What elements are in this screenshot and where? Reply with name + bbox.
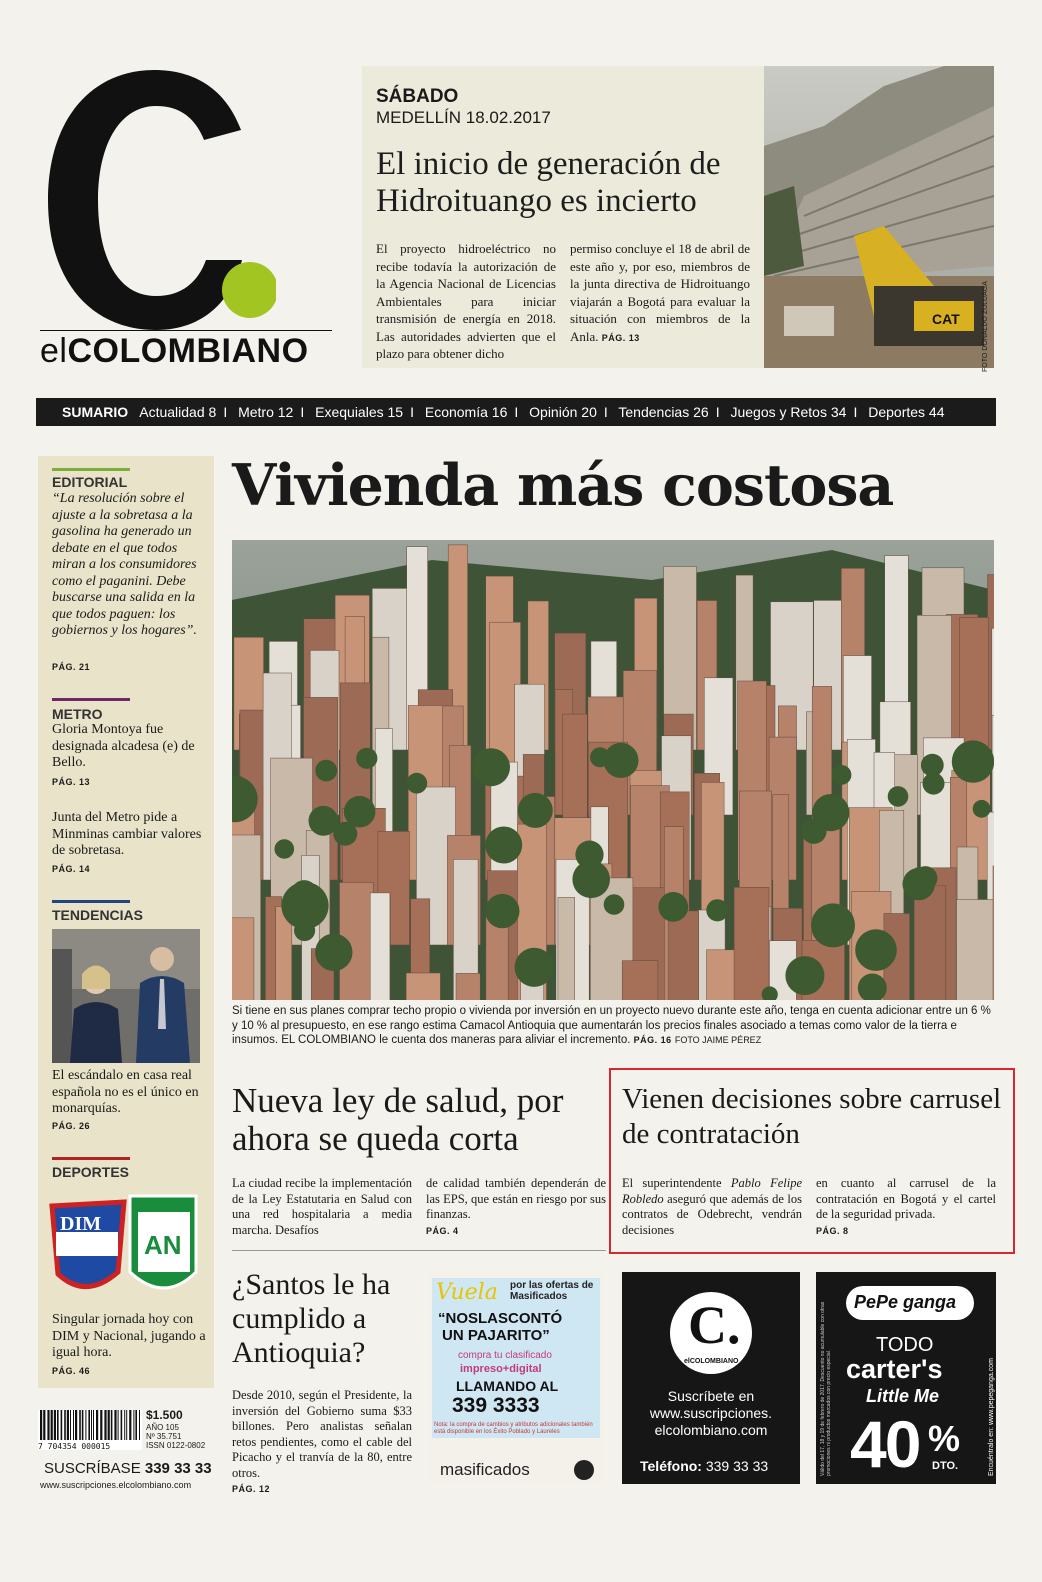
- ad-brand: masificados: [440, 1460, 530, 1479]
- top-photo-credit: FOTO DONALDO ZULUAGA: [982, 281, 989, 372]
- ad-tagline: por las ofertas de Masificados: [510, 1280, 594, 1302]
- logo-rule: [40, 330, 332, 331]
- ad-pepe-line3: Little Me: [866, 1386, 940, 1406]
- building: [622, 961, 658, 1000]
- svg-text:DIM: DIM: [60, 1213, 102, 1235]
- top-story-page: PÁG. 13: [601, 332, 640, 343]
- logo-c-mark: [36, 60, 276, 330]
- edition-day: SÁBADO: [376, 86, 459, 107]
- edition-date: MEDELLÍN 18.02.2017: [376, 108, 551, 127]
- santos-headline[interactable]: ¿Santos le ha cumplido a Antioquia?: [232, 1268, 391, 1369]
- barcode-bar: [93, 1410, 94, 1440]
- logo-green-dot: [222, 262, 276, 318]
- pepeganga-brand: PePe ganga: [854, 1292, 957, 1312]
- tree: [356, 748, 377, 769]
- ad-pepeganga[interactable]: [816, 1272, 996, 1484]
- barcode-bar: [47, 1410, 49, 1440]
- barcode-bar: [100, 1410, 102, 1440]
- barcode-bar: [70, 1410, 71, 1440]
- tree: [604, 894, 625, 915]
- ad-phone[interactable]: 339 3333: [452, 1394, 540, 1417]
- barcode: [38, 1410, 142, 1450]
- tree: [706, 899, 728, 921]
- tree: [811, 903, 855, 947]
- sumario-item[interactable]: Metro 12: [238, 404, 294, 420]
- ad-pepe-line2: carter's: [846, 1354, 943, 1384]
- tree: [309, 806, 339, 836]
- ad-pepe-dto: DTO.: [932, 1460, 959, 1472]
- main-story-caption: Si tiene en sus planes comprar techo propio o vivienda por inversión en un proyecto nuevo durante este año, tenga en cuenta adicionar entre un 6 % y 10 % al presupuesto, en ese rango estima Camacol Antioquia que aumentarán los precios finales asociado a temas como valor de la tierra e insumos. EL COLOMBIANO le cuenta dos maneras para aliviar el incremento. PÁG. 16 FOTO JAIME PÉREZ: [232, 1005, 991, 1046]
- tree: [785, 956, 824, 995]
- top-story-headline[interactable]: El inicio de generación de Hidroituango es incierto: [376, 146, 721, 219]
- building: [993, 866, 994, 1000]
- editorial-quote: “La resolución sobre el ajuste a la sobretasa a la gasolina ha generado un debate en el que todos miran a los consumidores como el paganini. Debe buscarse una salida en la que todos paguen: los gobiernos y los hogares”.: [52, 491, 197, 638]
- main-story-photo: [232, 540, 994, 1000]
- metro-page-2: PÁG. 14: [52, 864, 91, 874]
- tree: [973, 800, 991, 818]
- barcode-bar: [129, 1410, 131, 1440]
- barcode-bar: [82, 1410, 84, 1440]
- carrusel-headline[interactable]: Vienen decisiones sobre carrusel de contratación: [622, 1083, 1002, 1150]
- carrusel-col2: en cuanto al carrusel de la contratación en Bogotá y el cartel de la seguridad privada. PÁG. 8: [816, 1176, 996, 1236]
- sidebar-section-tendencias[interactable]: TENDENCIAS: [52, 907, 144, 923]
- building: [406, 973, 440, 1000]
- barcode-bar: [121, 1410, 123, 1440]
- tree: [572, 861, 610, 899]
- tree: [903, 868, 935, 900]
- tree: [590, 747, 610, 767]
- football-crests: [46, 1192, 202, 1304]
- sumario-item[interactable]: Deportes 44: [868, 404, 945, 420]
- sidebar-section-metro[interactable]: METRO: [52, 706, 103, 722]
- top-story-col1: El proyecto hidroeléctrico no recibe todavía la autorización de la Agencia Nacional de Licencias Ambientales para iniciar transmisión de energía en 2018. Las autoridades advierten que el plazo para obtener dicho: [376, 241, 556, 361]
- tree: [344, 796, 376, 828]
- sumario-label: SUMARIO: [62, 404, 129, 420]
- ad-logo-name: elCOLOMBIANO: [684, 1358, 739, 1365]
- tree: [472, 748, 510, 786]
- barcode-bar: [118, 1410, 119, 1440]
- barcode-bar: [135, 1410, 137, 1440]
- ad-masificados[interactable]: [428, 1272, 604, 1484]
- tree: [406, 773, 427, 794]
- barcode-bar: [88, 1410, 90, 1440]
- barcode-bar: [67, 1410, 69, 1440]
- main-story-page: PÁG. 16: [633, 1035, 672, 1045]
- carrusel-person-name: Pablo Felipe Robledo: [622, 1176, 802, 1206]
- building: [957, 900, 995, 1001]
- barcode-bar: [108, 1410, 110, 1440]
- tree: [515, 948, 554, 987]
- building: [456, 973, 480, 1000]
- metro-item-2[interactable]: Junta del Metro pide a Minminas cambiar valores de sobretasa.: [52, 810, 202, 858]
- svg-text:AN: AN: [144, 1230, 182, 1260]
- sumario-item[interactable]: Opinión 20: [529, 404, 597, 420]
- barcode-bar: [51, 1410, 53, 1440]
- main-story-credit: FOTO JAIME PÉREZ: [674, 1035, 762, 1045]
- top-story-col2: permiso concluye el 18 de abril de este año y, por eso, miembros de la junta directiva de Hidroituango viajarán a Bogotá para evaluar la situación con miembros de la Anla. PÁG. 13: [570, 241, 750, 344]
- barcode-bar: [104, 1410, 106, 1440]
- editorial-page: PÁG. 21: [52, 662, 91, 672]
- barcode-bar: [91, 1410, 92, 1440]
- building: [232, 918, 254, 1000]
- tree: [315, 934, 352, 971]
- barcode-bar: [43, 1410, 45, 1440]
- ad-note: Nota: la compra de cambios y atributos adicionales también está disponible en los Éxito Poblado y Laureles: [434, 1422, 593, 1435]
- ad-subscribe-text: Suscríbete en www.suscripciones. elcolombiano.com: [649, 1388, 773, 1438]
- tree: [832, 765, 852, 785]
- tree: [275, 839, 295, 859]
- barcode-bar: [139, 1410, 140, 1440]
- sumario-item[interactable]: Exequiales 15: [315, 404, 404, 420]
- barcode-bar: [57, 1410, 59, 1440]
- price: $1.500: [146, 1408, 183, 1422]
- barcode-bar: [73, 1410, 74, 1440]
- tree: [888, 786, 909, 807]
- santos-text: Desde 2010, según el Presidente, la inversión del Gobierno suma $33 billones. Pero analistas señalan retos pendientes, como el cable del Picacho y el tranvía de la 80, entre otros. PÁG. 12: [232, 1388, 412, 1494]
- tendencias-text[interactable]: El escándalo en casa real española no es el único en monarquías.: [52, 1068, 199, 1116]
- barcode-bar: [40, 1410, 42, 1440]
- building: [669, 911, 699, 1000]
- salud-col2: de calidad también dependerán de las EPS, que están en riesgo por sus finanzas. PÁG. 4: [426, 1176, 606, 1236]
- building: [914, 886, 946, 1000]
- main-headline[interactable]: Vivienda más costosa: [232, 452, 894, 519]
- barcode-bar: [124, 1410, 125, 1440]
- ad-pepe-legal: Válido del 17, 18 y 19 de febrero de 2017. Descuento no acumulable con otras promociones ni productos marcados con precio especial.: [820, 1301, 832, 1476]
- barcode-bar: [61, 1410, 63, 1440]
- tree: [801, 819, 826, 844]
- sumario-item[interactable]: Tendencias 26: [618, 404, 709, 420]
- subscribe-line[interactable]: SUSCRÍBASE 339 33 33: [44, 1460, 212, 1477]
- top-story-photo: [764, 66, 994, 368]
- barcode-bar: [75, 1410, 77, 1440]
- tree: [658, 892, 688, 922]
- metro-page-1: PÁG. 13: [52, 777, 91, 787]
- metro-item-1[interactable]: Gloria Montoya fue designada alcadesa (e) de Bello.: [52, 722, 195, 770]
- building: [734, 887, 769, 1000]
- ad-pepe-discount: 40: [850, 1407, 920, 1481]
- barcode-bar: [79, 1410, 81, 1440]
- salud-col1: La ciudad recibe la implementación de la Ley Estatutaria en Salud con una red hospitalaria a media marcha. Desafíos: [232, 1176, 412, 1237]
- salud-headline[interactable]: Nueva ley de salud, por ahora se queda corta: [232, 1081, 564, 1158]
- ad-pepe-line1: TODO: [876, 1334, 934, 1356]
- barcode-bar: [64, 1410, 66, 1440]
- photo-cat-mark: CAT: [932, 311, 960, 327]
- subscribe-url[interactable]: www.suscripciones.elcolombiano.com: [40, 1480, 192, 1490]
- carrusel-col1: El superintendente Pablo Felipe Robledo aseguró que además de los contratos de Odebrecht, vendrán decisiones: [622, 1176, 802, 1237]
- ad-script-word: Vuela: [436, 1280, 498, 1305]
- colombiano-small-logo-icon: [574, 1460, 594, 1480]
- ad-pepe-url: Encuéntralo en: www.pepeganga.com: [988, 1358, 995, 1476]
- tree: [855, 929, 897, 971]
- ad-pepe-percent: %: [928, 1418, 961, 1459]
- sidebar-section-deportes[interactable]: DEPORTES: [52, 1164, 130, 1180]
- deportes-text[interactable]: Singular jornada hoy con DIM y Nacional, jugando a igual hora.: [52, 1312, 206, 1360]
- tree: [518, 793, 553, 828]
- brand-wordmark: elCOLOMBIANO: [40, 332, 309, 370]
- ad-line-1: compra tu clasificado: [458, 1350, 552, 1361]
- tree: [315, 760, 337, 782]
- ad-logo-letter: C.: [688, 1295, 741, 1355]
- tendencias-page: PÁG. 26: [52, 1121, 91, 1131]
- carrusel-page: PÁG. 8: [816, 1225, 849, 1236]
- sumario-item[interactable]: Juegos y Retos 34: [730, 404, 847, 420]
- sumario-bar: SUMARIO Actualidad 8 I Metro 12 I Exequiales 15 I Economía 16 I Opinión 20 I Tendencias 26 I Juegos y Retos 34 I Deportes 44: [36, 398, 996, 426]
- ad-phone-line: Teléfono: 339 33 33: [640, 1458, 769, 1474]
- tree: [485, 827, 522, 864]
- tendencias-photo: [52, 929, 200, 1063]
- deportes-rule: [52, 1157, 130, 1160]
- editorial-rule: [52, 468, 130, 471]
- issue-info: AÑO 105 Nº 35.751 ISSN 0122-0802: [146, 1423, 206, 1450]
- row-divider: [232, 1250, 606, 1251]
- ad-line-3: LLAMANDO AL: [456, 1378, 559, 1394]
- tendencias-rule: [52, 900, 130, 903]
- ad-slogan-2: UN PAJARITO”: [442, 1327, 550, 1344]
- building: [370, 893, 390, 1000]
- sumario-item[interactable]: Economía 16: [424, 404, 508, 420]
- svg-text:7 704354 000015: 7 704354 000015: [38, 1442, 111, 1450]
- building: [558, 897, 575, 1000]
- barcode-bar: [126, 1410, 127, 1440]
- barcode-bar: [54, 1410, 56, 1440]
- barcode-bar: [133, 1410, 134, 1440]
- tree: [294, 920, 315, 941]
- sidebar-section-editorial[interactable]: EDITORIAL: [52, 474, 128, 490]
- santos-page: PÁG. 12: [232, 1484, 271, 1494]
- barcode-bar: [85, 1410, 86, 1440]
- ad-slogan-1: “NOSLASCONTÓ: [438, 1310, 563, 1327]
- ad-suscripcion[interactable]: [622, 1272, 800, 1484]
- tree: [485, 894, 519, 928]
- ad-line-2: impreso+digital: [460, 1363, 542, 1375]
- tree: [952, 740, 994, 782]
- sumario-item[interactable]: Actualidad 8: [139, 404, 217, 420]
- salud-page: PÁG. 4: [426, 1225, 459, 1236]
- tree: [923, 773, 945, 795]
- metro-rule: [52, 698, 130, 701]
- barcode-bar: [114, 1410, 116, 1440]
- deportes-page: PÁG. 46: [52, 1366, 91, 1376]
- barcode-bar: [96, 1410, 98, 1440]
- barcode-bar: [111, 1410, 113, 1440]
